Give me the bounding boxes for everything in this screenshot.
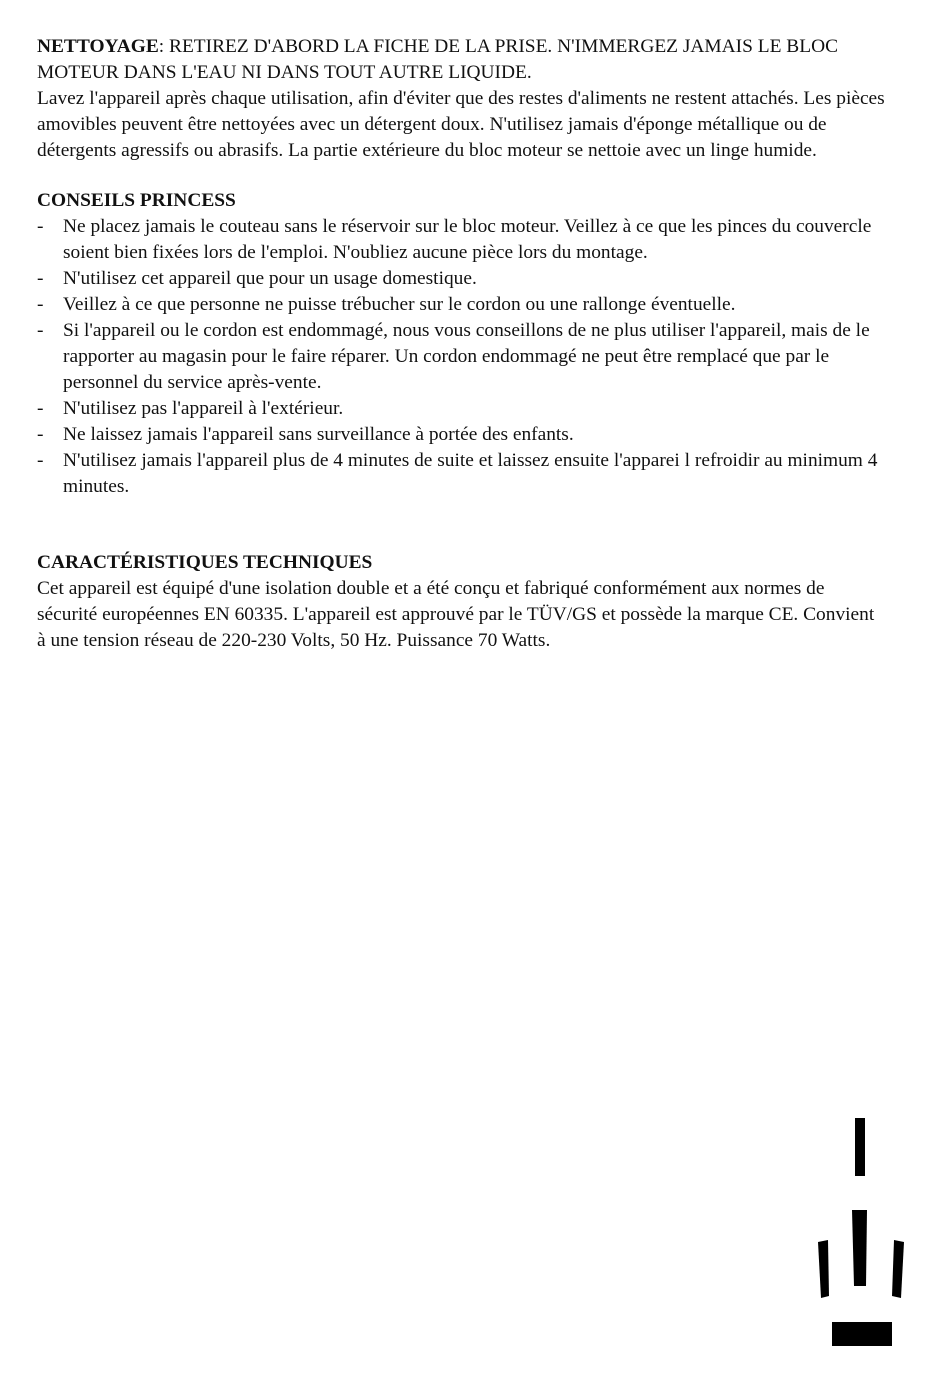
bullet-dash: - bbox=[37, 294, 44, 315]
bullet-dash: - bbox=[37, 424, 44, 445]
list-item bbox=[37, 422, 887, 448]
nettoyage-warning-text: RETIREZ D'ABORD LA FICHE DE LA PRISE. N'IMMERGEZ JAMAIS LE BLOC MOTEUR DANS L'EAU NI DANS TOUT AUTRE LIQUIDE. bbox=[37, 36, 839, 83]
caracteristiques-title: CARACTÉRISTIQUES TECHNIQUES bbox=[37, 552, 373, 573]
bullet-dash: - bbox=[37, 216, 44, 237]
nettoyage-heading: NETTOYAGE bbox=[37, 36, 159, 57]
crown-bars-logo-icon bbox=[812, 1118, 908, 1354]
list-item-text: N'utilisez cet appareil que pour un usage domestique. bbox=[63, 268, 477, 289]
nettoyage-colon: : bbox=[158, 36, 170, 57]
bullet-dash: - bbox=[37, 268, 44, 289]
nettoyage-paragraph bbox=[37, 34, 887, 164]
list-item bbox=[37, 448, 887, 500]
list-item bbox=[37, 266, 887, 292]
logo-center-bar bbox=[852, 1210, 867, 1286]
bullet-dash: - bbox=[37, 320, 44, 341]
list-item-text: N'utilisez jamais l'appareil plus de 4 minutes de suite et laissez ensuite l'apparei l refroidir au minimum 4 minutes. bbox=[63, 450, 878, 497]
list-item-text: N'utilisez pas l'appareil à l'extérieur. bbox=[63, 398, 344, 419]
conseils-title: CONSEILS PRINCESS bbox=[37, 190, 236, 211]
list-item-text: Si l'appareil ou le cordon est endommagé, nous vous conseillons de ne plus utiliser l'appareil, mais de le rapporter au magasin pour le faire réparer. Un cordon endommagé ne peut être remplacé que par le personnel du service après-vente. bbox=[63, 320, 870, 393]
logo-left-bar bbox=[818, 1240, 829, 1298]
list-item-text: Ne placez jamais le couteau sans le réservoir sur le bloc moteur. Veillez à ce que les pinces du couvercle soient bien fixées lors de l'emploi. N'oubliez aucune pièce lors du montage. bbox=[63, 216, 872, 263]
caracteristiques-body: Cet appareil est équipé d'une isolation double et a été conçu et fabriqué conformément aux normes de sécurité européennes EN 60335. L'appareil est approuvé par le TÜV/GS et possède la marque CE. Convient à une tension réseau de 220-230 Volts, 50 Hz. Puissance 70 Watts. bbox=[37, 578, 875, 651]
list-item bbox=[37, 292, 887, 318]
caracteristiques-section bbox=[37, 550, 887, 654]
bullet-dash: - bbox=[37, 398, 44, 419]
logo-base-bar bbox=[832, 1322, 892, 1346]
list-item bbox=[37, 318, 887, 396]
nettoyage-body-text: Lavez l'appareil après chaque utilisation, afin d'éviter que des restes d'aliments ne restent attachés. Les pièces amovibles peuvent être nettoyées avec un détergent doux. N'utilisez jamais d'éponge métallique ou de détergents agressifs ou abrasifs. La partie extérieure du bloc moteur se nettoie avec un linge humide. bbox=[37, 88, 885, 161]
list-item bbox=[37, 214, 887, 266]
bullet-dash: - bbox=[37, 450, 44, 471]
list-item-text: Ne laissez jamais l'appareil sans surveillance à portée des enfants. bbox=[63, 424, 574, 445]
conseils-section bbox=[37, 188, 887, 500]
logo-top-bar bbox=[855, 1118, 865, 1176]
logo-right-bar bbox=[892, 1240, 904, 1298]
list-item bbox=[37, 396, 887, 422]
conseils-list bbox=[37, 214, 887, 500]
document-page bbox=[37, 34, 887, 654]
list-item-text: Veillez à ce que personne ne puisse trébucher sur le cordon ou une rallonge éventuelle. bbox=[63, 294, 736, 315]
